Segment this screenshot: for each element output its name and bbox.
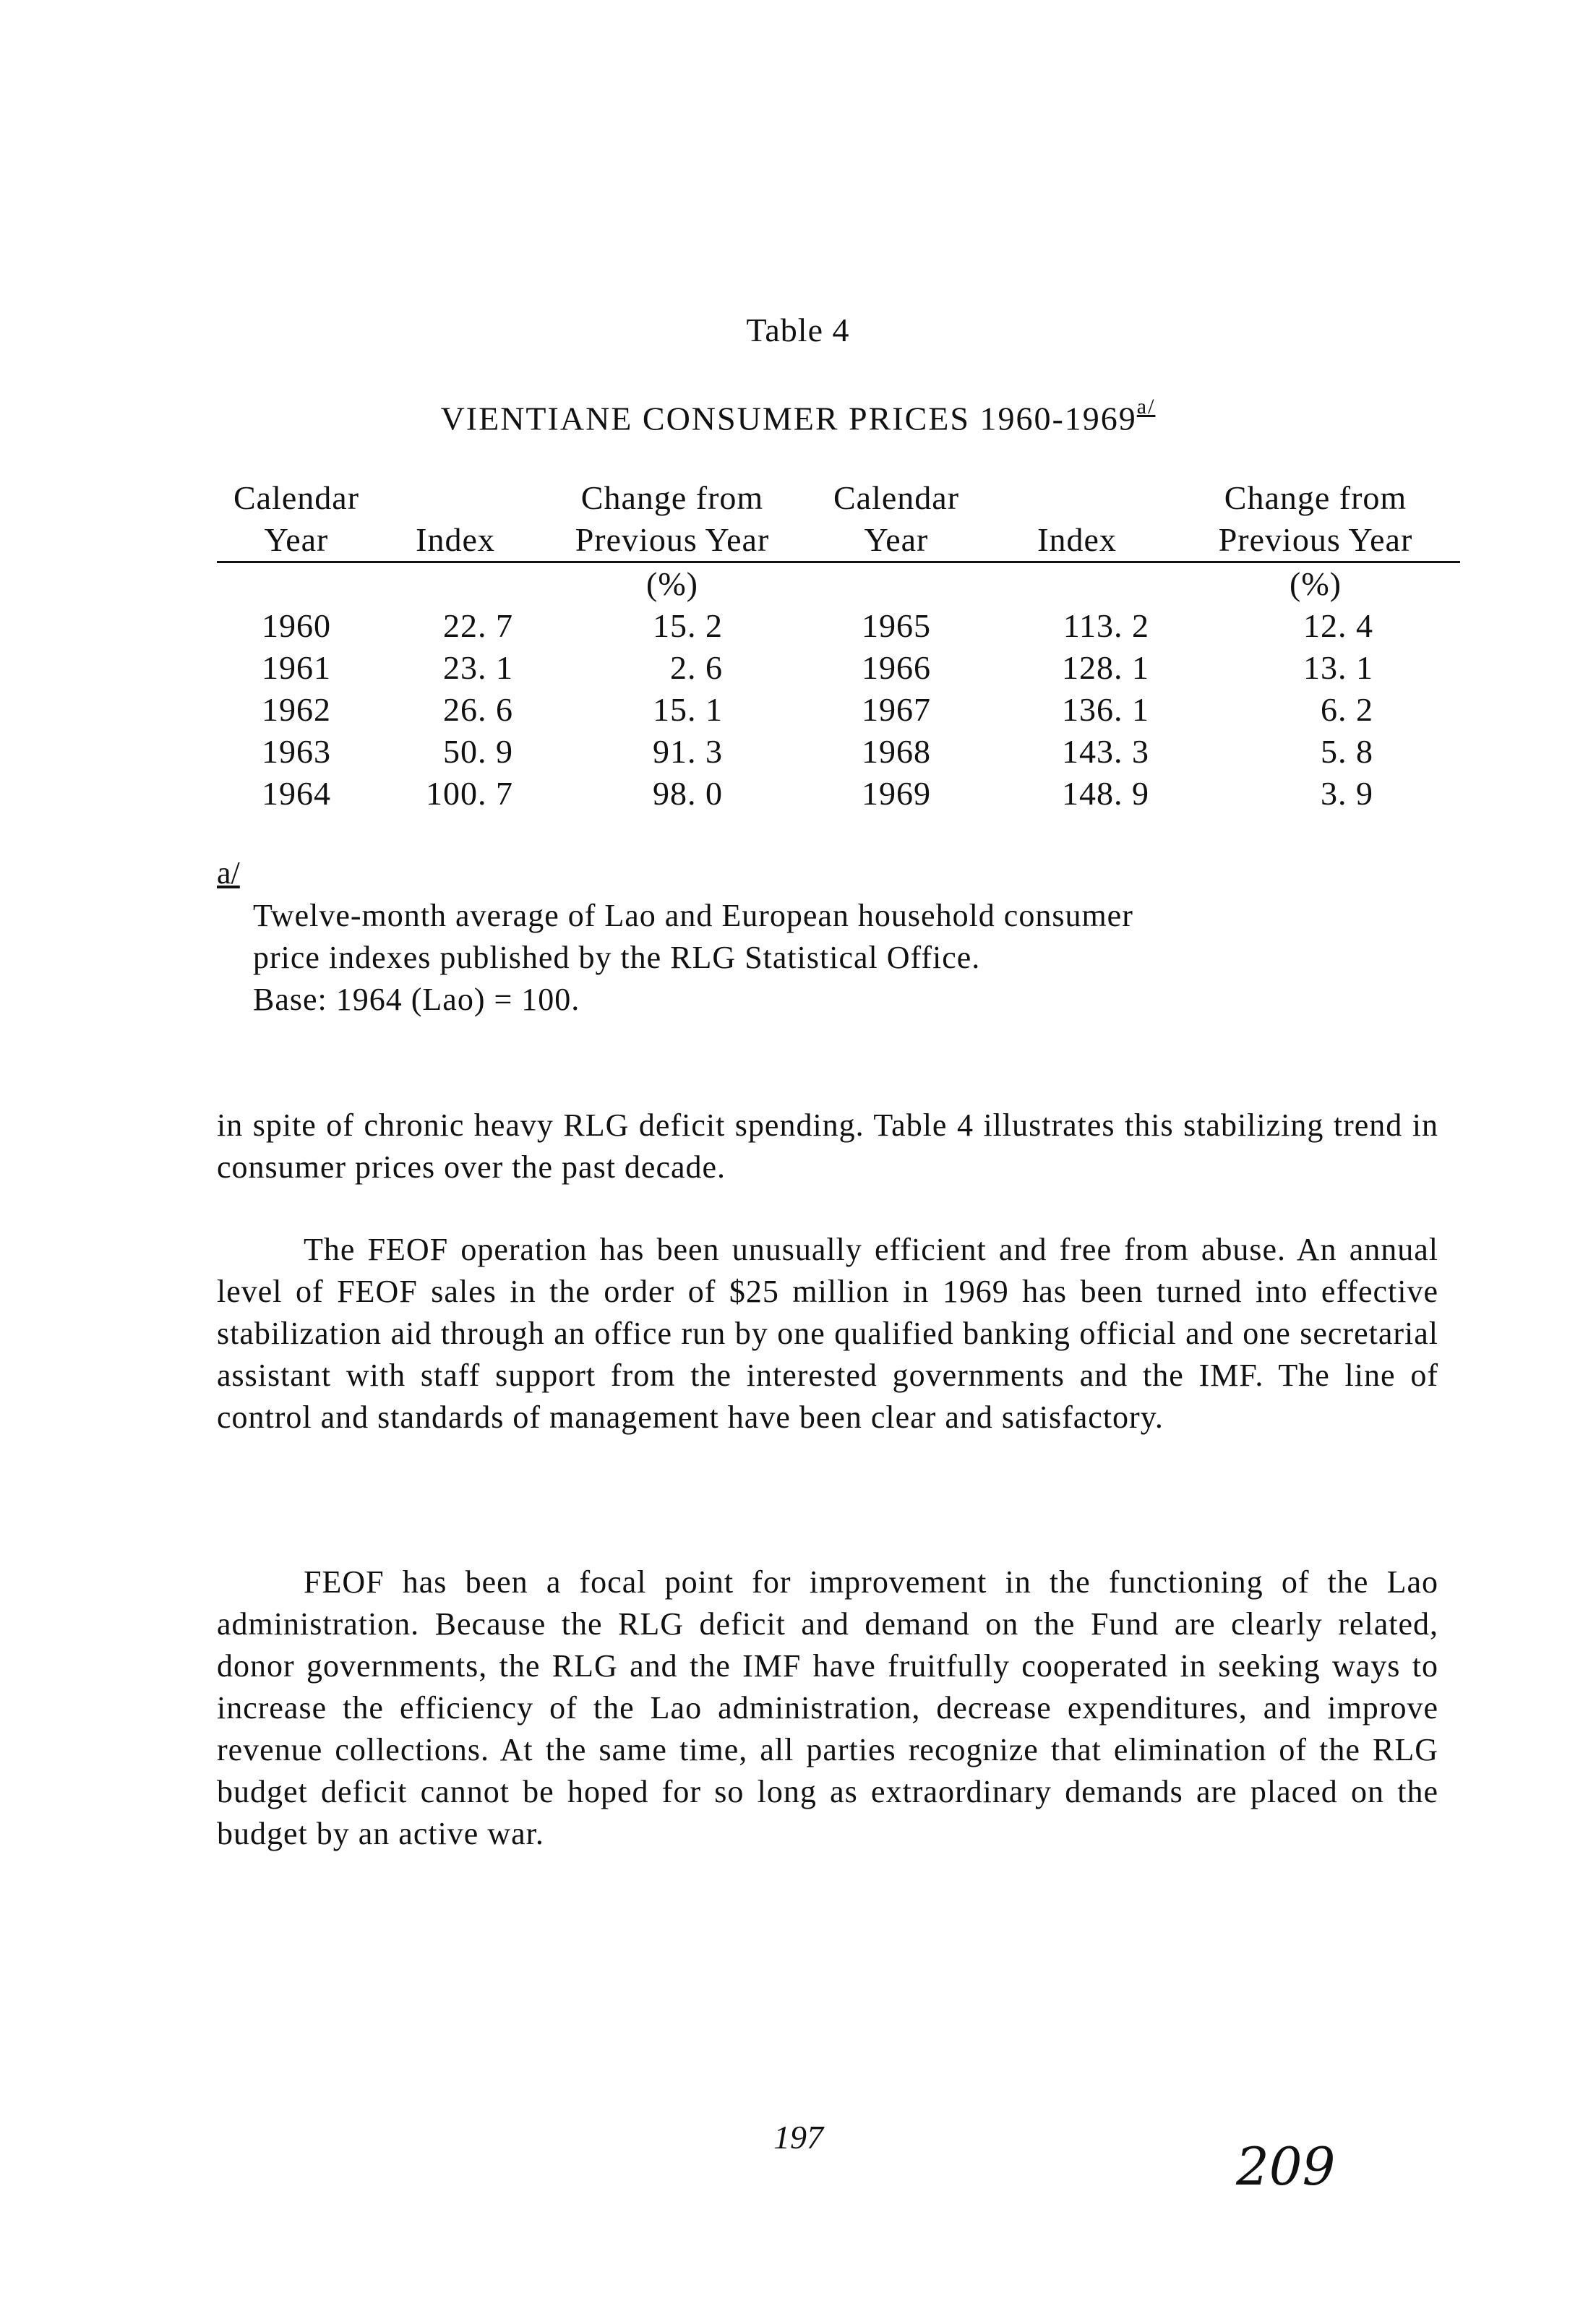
change-cell: 5. 8 — [1321, 733, 1373, 770]
unit-blank-2 — [376, 563, 535, 605]
change-cell: 2. 6 — [670, 649, 723, 686]
index-cell: 22. 7 — [443, 607, 513, 644]
paragraph-1: in spite of chronic heavy RLG deficit spending. Table 4 illustrates this stabilizing trend in consumer prices over the past decade. — [217, 1107, 1438, 1185]
change-cell: 13. 1 — [1303, 649, 1373, 686]
year-cell: 1960 — [262, 607, 331, 644]
header-row-bottom — [217, 519, 1460, 563]
header-change-b: Change from — [1224, 479, 1407, 516]
title-footnote-mark: a/ — [1136, 395, 1156, 419]
table-label: Table 4 — [746, 312, 850, 348]
header-prev-b-cell — [1171, 519, 1460, 563]
index-cell: 113. 2 — [1063, 607, 1149, 644]
year-cell: 1962 — [262, 691, 331, 728]
year-cell: 1965 — [862, 607, 931, 644]
year-cell: 1961 — [262, 649, 331, 686]
header-blank-b — [983, 477, 1171, 519]
struck-page-number: 197 — [773, 2119, 823, 2156]
change-cell: 12. 4 — [1303, 607, 1373, 644]
year-cell: 1966 — [862, 649, 931, 686]
table-row — [217, 731, 1460, 773]
year-cell: 1968 — [862, 733, 931, 770]
table-row — [217, 689, 1460, 731]
footnote-mark: a/ — [217, 855, 240, 891]
paragraph-2: The FEOF operation has been unusually efficient and free from abuse. An annual level of FEOF sales in the order of $25 million in 1969 has been turned into effective stabilization aid through an office run by one qualified banking official and one secretarial assistant with staff support from the interested governments and the IMF. The line of control and standards of management have been clear and satisfactory. — [217, 1232, 1438, 1435]
index-cell: 128. 1 — [1062, 649, 1149, 686]
handwritten-page-number: 209 — [1236, 2136, 1336, 2197]
index-cell: 50. 9 — [443, 733, 513, 770]
header-row-top — [217, 477, 1460, 519]
header-prev-year-b: Previous Year — [1171, 519, 1460, 563]
header-year-b: Year — [810, 519, 983, 563]
change-cell: 6. 2 — [1321, 691, 1373, 728]
header-index-b-cell — [983, 519, 1171, 563]
index-cell: 23. 1 — [443, 649, 513, 686]
table-title-text: VIENTIANE CONSUMER PRICES 1960-1969 — [440, 400, 1137, 437]
unit-blank-3 — [810, 563, 983, 605]
header-prev-year-a: Previous Year — [535, 519, 810, 563]
unit-row — [217, 563, 1460, 605]
table-row — [217, 605, 1460, 647]
change-cell: 98. 0 — [653, 775, 723, 812]
footnote-line: price indexes published by the RLG Statistical Office. — [253, 940, 981, 975]
index-cell: 136. 1 — [1062, 691, 1149, 728]
header-calendar-a: Calendar — [233, 479, 360, 516]
year-cell: 1969 — [862, 775, 931, 812]
index-cell: 100. 7 — [426, 775, 513, 812]
header-blank-a — [376, 477, 535, 519]
table-row — [217, 647, 1460, 689]
table-row — [217, 773, 1460, 815]
change-cell: 3. 9 — [1321, 775, 1373, 812]
header-calendar-b: Calendar — [833, 479, 960, 516]
header-prev-a-cell — [535, 519, 810, 563]
footnote-line: Base: 1964 (Lao) = 100. — [253, 982, 580, 1017]
header-year-b-cell — [810, 519, 983, 563]
change-cell: 15. 1 — [653, 691, 723, 728]
footnote — [253, 895, 1424, 1021]
header-index-a: Index — [376, 519, 535, 563]
year-cell: 1967 — [862, 691, 931, 728]
header-change-a: Change from — [580, 479, 764, 516]
header-year-a-cell — [217, 519, 376, 563]
unit-percent-a: (%) — [646, 565, 698, 602]
header-year-a: Year — [217, 519, 376, 563]
unit-blank-4 — [983, 563, 1171, 605]
unit-percent-b: (%) — [1290, 565, 1342, 602]
change-cell: 91. 3 — [653, 733, 723, 770]
index-cell: 143. 3 — [1062, 733, 1149, 770]
year-cell: 1964 — [262, 775, 331, 812]
prices-table — [217, 477, 1460, 815]
table-title — [0, 395, 1596, 437]
header-index-a-cell — [376, 519, 535, 563]
change-cell: 15. 2 — [653, 607, 723, 644]
footnote-line: Twelve-month average of Lao and European household consumer — [253, 898, 1133, 933]
paragraph-3: FEOF has been a focal point for improvement in the functioning of the Lao administration. Because the RLG deficit and demand on the Fund are clearly related, donor governments, the RLG and the IMF have fruitfully cooperated in seeking ways to increase the efficiency of the Lao administration, decrease expenditures, and improve revenue collections. At the same time, all parties recognize that elimination of the RLG budget deficit cannot be hoped for so long as extraordinary demands are placed on the budget by an active war. — [217, 1564, 1438, 1851]
index-cell: 26. 6 — [443, 691, 513, 728]
year-cell: 1963 — [262, 733, 331, 770]
index-cell: 148. 9 — [1062, 775, 1149, 812]
unit-blank-1 — [217, 563, 376, 605]
header-index-b: Index — [983, 519, 1171, 563]
